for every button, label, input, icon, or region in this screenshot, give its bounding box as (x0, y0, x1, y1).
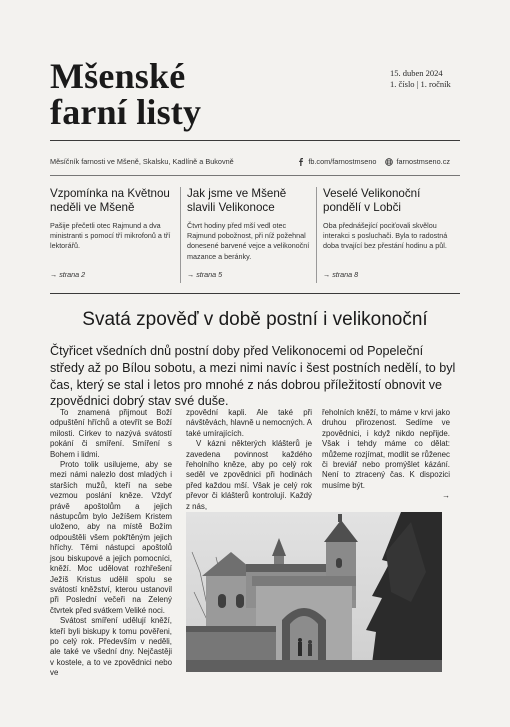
article-paragraph: Proto tolik usilujeme, aby se mezi námi nalezlo dost mladých i starších mužů, kteří na sebe vezmou poslání kněze. Vždyť právě apoštolům a jejich nástupcům bylo Ježíšem Kristem uloženo, aby na místě Božím odpouštěli všem pokřtěným jejich hříchy. Těmi nástupci apoštolů jsou biskupové a jejich pomocníci, kněží. Moc udělovat rozhřešení Ježíš Kristus udělil spolu se svátostí kněžství, kterou ustanovil při Poslední večeři na Zelený čtvrtek před svátkem Veliké noci. (50, 460, 172, 615)
facebook-icon (297, 158, 305, 166)
teaser-page-label: strana 2 (59, 270, 86, 279)
teaser-page-ref[interactable] (50, 270, 85, 279)
facebook-link-text: fb.com/farnostmseno (308, 157, 377, 166)
newsletter-subtitle: Měsíčník farnosti ve Mšeně, Skalsku, Kadlíně a Bukovně (50, 157, 234, 166)
arrow-right-icon: → (323, 270, 331, 279)
church-photo-illustration (186, 512, 442, 672)
teaser-text: Pašije přečetli otec Rajmund a dva ministranti s pomocí tří mikrofonů a tří lektorářů. (50, 221, 171, 251)
article-lead: Čtyřicet všedních dnů postní doby před Velikonocemi od Popeleční středy až po Bílou sobotu, a mezi nimi navíc i šest postních nedělí, to byl čas, který se stal i letos pro mnohé z nás dobrou příležitostí obnovit ve zpovědnici dobrý stav své duše. (50, 344, 456, 409)
article-paragraph: V kázni některých klášterů je zavedena povinnost každého řeholního kněze, aby po celý rok seděl ve zpovědnici při hodinách před každou mší. Však je celý rok převor či klášterů kontrolují. Každý z nás, (186, 439, 312, 511)
article-column-3 (322, 408, 450, 502)
article-paragraph: To znamená přijmout Boží odpuštění hříchů a otevřít se Boží milosti. Církev to nazývá svátostí pokání či smíření. Smíření s Bohem i lidmi. (50, 408, 172, 459)
arrow-right-icon: → (187, 270, 195, 279)
continue-arrow-icon[interactable]: → (442, 491, 450, 501)
teaser-page-label: strana 8 (332, 270, 359, 279)
article-headline: Svatá zpověď v době postní i velikonoční (82, 309, 428, 330)
article-column-1 (50, 408, 172, 679)
subtitle-rule (50, 175, 460, 176)
article-column-2 (186, 408, 312, 512)
teaser-title: Veselé Velikonoční pondělí v Lobči (323, 187, 421, 214)
teaser-divider (180, 187, 181, 283)
article-paragraph: zpovědní kapli. Ale také při návštěvách, hlavně u nemocných. A také umírajících. (186, 408, 312, 438)
teaser-easter[interactable] (187, 187, 312, 279)
teaser-easter-monday[interactable] (323, 187, 453, 279)
masthead-title-line1: Mšenské (50, 56, 186, 96)
contact-links (297, 157, 450, 166)
issue-number: 1. číslo | 1. ročník (390, 79, 451, 89)
globe-icon (385, 158, 393, 166)
masthead-rule (50, 140, 460, 141)
teaser-page-ref[interactable] (323, 270, 358, 279)
subtitle-bar (50, 157, 460, 169)
section-rule (50, 293, 460, 294)
masthead-title (50, 58, 201, 130)
teaser-divider (316, 187, 317, 283)
arrow-right-icon: → (50, 270, 58, 279)
church-photo (186, 512, 442, 672)
facebook-link[interactable] (297, 157, 376, 166)
website-link[interactable] (385, 157, 450, 166)
website-link-text: farnostmseno.cz (396, 157, 450, 166)
article-paragraph: Svátost smíření udělují kněží, kteří byli biskupy k tomu pověřeni, po celý rok. Především v neděli, ale také ve všední dny. Nejčastěji v kostele, a to ve zpovědnici nebo ve (50, 616, 172, 678)
teaser-text: Čtvrt hodiny před mší vedl otec Rajmund pobožnost, při níž požehnal donesené barvené vejce a velikonoční mazance a beránky. (187, 221, 310, 261)
teaser-title: Jak jsme ve Mšeně slavili Velikonoce (187, 187, 287, 214)
teaser-page-ref[interactable] (187, 270, 222, 279)
teaser-palm-sunday[interactable] (50, 187, 175, 279)
article-paragraph: řeholních kněží, to máme v krvi jako druhou přirozenost. Sedíme ve zpovědnici, i když nikdo nepřijde. Však i tehdy máme co dělat: můžeme rozjímat, modlit se růženec či breviář nebo promýšlet kázání. Není to ztracený čas. K dispozici musíme být. (322, 408, 450, 490)
issue-info (390, 68, 451, 90)
teaser-title: Vzpomínka na Květnou neděli ve Mšeně (50, 187, 170, 214)
teaser-page-label: strana 5 (196, 270, 223, 279)
teaser-text: Oba přednášející pociťovali skvělou interakci s posluchači. Byla to radostná doba trvající bez přestání hodinu a půl. (323, 221, 448, 251)
masthead-title-line2: farní listy (50, 92, 202, 132)
issue-date: 15. duben 2024 (390, 68, 443, 78)
